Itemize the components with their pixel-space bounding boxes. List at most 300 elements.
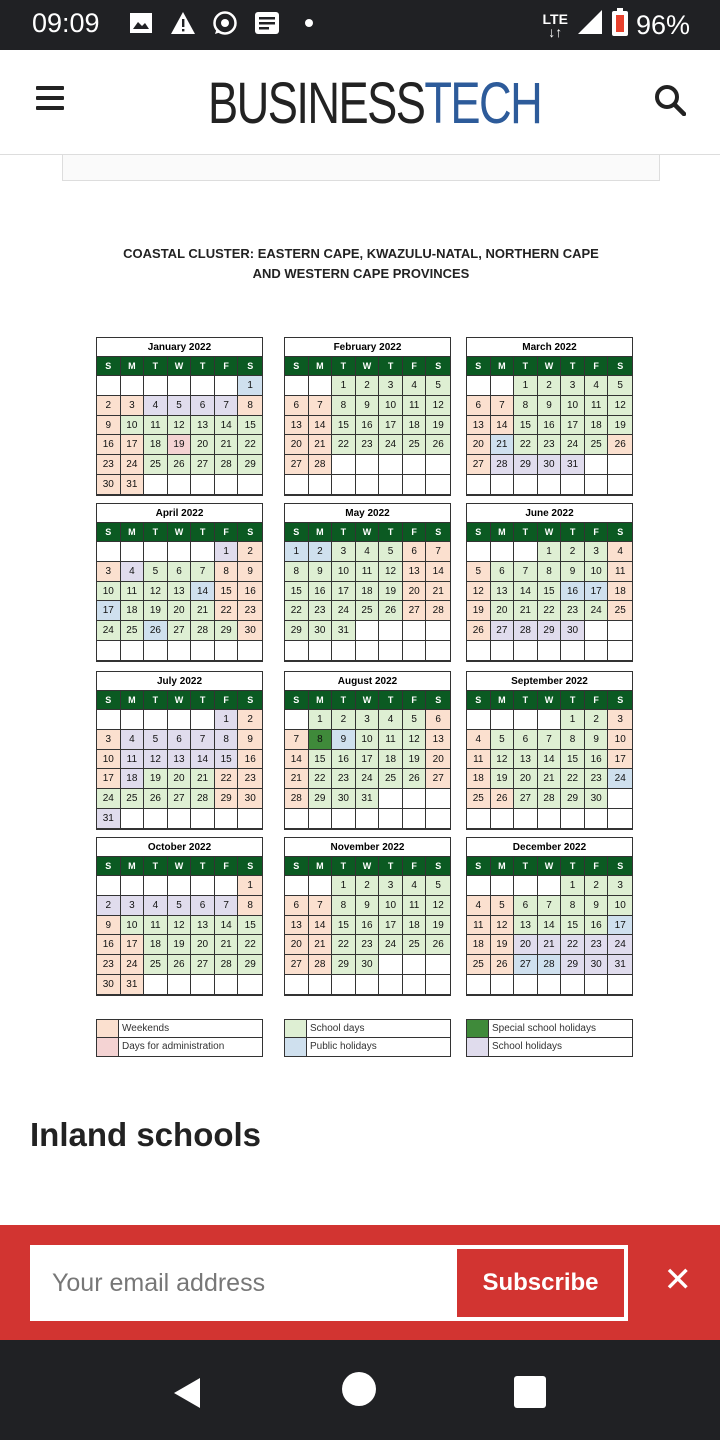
day-cell: 17 <box>608 750 632 770</box>
day-cell: 25 <box>379 769 403 789</box>
image-icon <box>128 10 154 36</box>
day-cell: 9 <box>356 396 380 416</box>
day-cell: 21 <box>426 582 450 602</box>
weekday-header: F <box>215 523 239 542</box>
day-cell: 18 <box>585 416 609 436</box>
day-cell: 26 <box>467 621 491 641</box>
day-cell: 17 <box>121 435 145 455</box>
empty-cell <box>467 975 491 995</box>
day-cell: 21 <box>514 601 538 621</box>
weekday-header: F <box>585 357 609 376</box>
empty-cell <box>356 621 380 641</box>
weekday-header: S <box>285 357 309 376</box>
day-cell: 6 <box>191 396 215 416</box>
day-cell: 6 <box>514 730 538 750</box>
day-cell: 5 <box>467 562 491 582</box>
day-cell: 17 <box>379 416 403 436</box>
empty-cell <box>285 641 309 661</box>
day-cell: 20 <box>285 935 309 955</box>
empty-cell <box>467 809 491 829</box>
day-cell: 3 <box>608 876 632 896</box>
day-cell: 24 <box>585 601 609 621</box>
empty-cell <box>491 542 515 562</box>
legend-swatch <box>467 1020 489 1037</box>
empty-cell <box>285 809 309 829</box>
month-name: January 2022 <box>97 338 262 357</box>
day-cell: 10 <box>379 396 403 416</box>
day-cell: 25 <box>608 601 632 621</box>
day-cell: 14 <box>215 916 239 936</box>
day-cell: 5 <box>144 562 168 582</box>
legend-swatch <box>285 1038 307 1056</box>
month-name: May 2022 <box>285 504 450 523</box>
day-cell: 9 <box>585 896 609 916</box>
day-cell: 16 <box>238 582 262 602</box>
day-cell: 29 <box>285 621 309 641</box>
day-cell: 20 <box>191 435 215 455</box>
weekday-header: T <box>144 523 168 542</box>
email-input[interactable] <box>30 1245 455 1321</box>
day-cell: 18 <box>121 601 145 621</box>
empty-cell <box>403 955 427 975</box>
site-logo[interactable]: BUSINESSTECH <box>208 71 542 136</box>
empty-cell <box>238 641 262 661</box>
day-cell: 6 <box>491 562 515 582</box>
day-cell: 12 <box>379 562 403 582</box>
day-cell: 19 <box>168 435 192 455</box>
day-cell: 13 <box>168 582 192 602</box>
day-cell: 22 <box>538 601 562 621</box>
weekday-header: T <box>379 357 403 376</box>
day-cell: 3 <box>121 896 145 916</box>
day-cell: 26 <box>608 435 632 455</box>
day-cell: 19 <box>426 916 450 936</box>
day-cell: 13 <box>168 750 192 770</box>
search-icon[interactable] <box>654 84 686 116</box>
day-cell: 17 <box>561 416 585 436</box>
empty-cell <box>356 975 380 995</box>
empty-cell <box>585 621 609 641</box>
close-icon[interactable]: ✕ <box>663 1261 692 1299</box>
weekday-header: T <box>379 857 403 876</box>
battery-icon <box>612 8 628 43</box>
weekday-header: W <box>168 857 192 876</box>
recent-apps-icon[interactable] <box>514 1376 546 1408</box>
day-cell: 8 <box>309 730 333 750</box>
day-cell: 11 <box>608 562 632 582</box>
day-cell: 15 <box>332 416 356 436</box>
empty-cell <box>538 475 562 495</box>
day-cell: 23 <box>538 435 562 455</box>
day-cell: 4 <box>121 730 145 750</box>
message-icon <box>254 10 280 36</box>
day-cell: 17 <box>332 582 356 602</box>
month-calendar <box>284 837 451 996</box>
legend-swatch <box>285 1020 307 1037</box>
day-cell: 2 <box>97 396 121 416</box>
day-cell: 16 <box>538 416 562 436</box>
day-cell: 14 <box>426 562 450 582</box>
day-cell: 17 <box>121 935 145 955</box>
day-cell: 10 <box>121 416 145 436</box>
day-cell: 23 <box>97 955 121 975</box>
empty-cell <box>215 641 239 661</box>
month-calendar <box>466 503 633 662</box>
day-cell: 16 <box>356 416 380 436</box>
day-cell: 23 <box>356 435 380 455</box>
battery-percent: 96% <box>635 10 690 40</box>
day-cell: 2 <box>561 542 585 562</box>
weekday-header: W <box>356 691 380 710</box>
day-cell: 25 <box>403 935 427 955</box>
weekday-header: S <box>285 691 309 710</box>
empty-cell <box>121 542 145 562</box>
empty-cell <box>97 376 121 396</box>
weekday-header: T <box>191 523 215 542</box>
back-icon[interactable] <box>172 1376 202 1415</box>
day-cell: 12 <box>426 396 450 416</box>
day-cell: 17 <box>585 582 609 602</box>
day-cell: 18 <box>403 416 427 436</box>
empty-cell <box>467 376 491 396</box>
day-cell: 18 <box>379 750 403 770</box>
weekday-header: F <box>215 857 239 876</box>
empty-cell <box>403 475 427 495</box>
weekday-header: T <box>144 691 168 710</box>
empty-cell <box>144 809 168 829</box>
subscribe-form <box>30 1245 628 1321</box>
day-cell: 11 <box>121 582 145 602</box>
day-cell: 23 <box>97 455 121 475</box>
day-cell: 20 <box>467 435 491 455</box>
month-calendar <box>284 503 451 662</box>
day-cell: 4 <box>403 376 427 396</box>
day-cell: 15 <box>332 916 356 936</box>
empty-cell <box>491 376 515 396</box>
weekday-header: S <box>97 523 121 542</box>
day-cell: 22 <box>309 769 333 789</box>
empty-cell <box>467 710 491 730</box>
day-cell: 28 <box>426 601 450 621</box>
day-cell: 6 <box>191 896 215 916</box>
day-cell: 1 <box>561 710 585 730</box>
day-cell: 13 <box>491 582 515 602</box>
day-cell: 11 <box>467 750 491 770</box>
empty-cell <box>356 809 380 829</box>
day-cell: 24 <box>356 769 380 789</box>
day-cell: 22 <box>561 769 585 789</box>
home-icon[interactable] <box>341 1371 377 1412</box>
weekday-header: W <box>538 357 562 376</box>
month-name: November 2022 <box>285 838 450 857</box>
day-cell: 9 <box>238 562 262 582</box>
day-cell: 8 <box>332 896 356 916</box>
day-cell: 17 <box>608 916 632 936</box>
weekday-header: M <box>491 357 515 376</box>
day-cell: 2 <box>585 876 609 896</box>
empty-cell <box>97 542 121 562</box>
day-cell: 16 <box>97 435 121 455</box>
day-cell: 7 <box>538 896 562 916</box>
weekday-header: W <box>168 357 192 376</box>
day-cell: 5 <box>426 876 450 896</box>
empty-cell <box>467 876 491 896</box>
day-cell: 11 <box>356 562 380 582</box>
empty-cell <box>332 809 356 829</box>
day-cell: 25 <box>121 621 145 641</box>
day-cell: 15 <box>238 916 262 936</box>
empty-cell <box>467 542 491 562</box>
weekday-header: F <box>403 691 427 710</box>
day-cell: 9 <box>97 416 121 436</box>
empty-cell <box>585 475 609 495</box>
legend-label: Public holidays <box>310 1041 377 1052</box>
day-cell: 18 <box>144 435 168 455</box>
day-cell: 1 <box>309 710 333 730</box>
day-cell: 7 <box>491 396 515 416</box>
day-cell: 18 <box>356 582 380 602</box>
day-cell: 8 <box>215 730 239 750</box>
day-cell: 13 <box>467 416 491 436</box>
weekday-header: S <box>426 691 450 710</box>
legend-label: Days for administration <box>122 1041 225 1052</box>
day-cell: 9 <box>585 730 609 750</box>
day-cell: 20 <box>426 750 450 770</box>
day-cell: 8 <box>561 896 585 916</box>
day-cell: 13 <box>514 750 538 770</box>
day-cell: 21 <box>309 935 333 955</box>
day-cell: 14 <box>538 916 562 936</box>
day-cell: 14 <box>514 582 538 602</box>
menu-icon[interactable] <box>36 86 64 110</box>
weekday-header: S <box>426 857 450 876</box>
empty-cell <box>168 710 192 730</box>
empty-cell <box>608 809 632 829</box>
weekday-header: F <box>403 357 427 376</box>
day-cell: 27 <box>191 955 215 975</box>
day-cell: 27 <box>514 789 538 809</box>
day-cell: 23 <box>238 769 262 789</box>
empty-cell <box>332 975 356 995</box>
weekday-header: S <box>608 691 632 710</box>
day-cell: 2 <box>585 710 609 730</box>
day-cell: 28 <box>538 955 562 975</box>
day-cell: 27 <box>168 621 192 641</box>
day-cell: 3 <box>97 562 121 582</box>
weekday-header: S <box>467 357 491 376</box>
day-cell: 29 <box>238 455 262 475</box>
day-cell: 6 <box>285 396 309 416</box>
day-cell: 7 <box>191 730 215 750</box>
day-cell: 10 <box>608 730 632 750</box>
empty-cell <box>561 809 585 829</box>
day-cell: 1 <box>215 542 239 562</box>
day-cell: 26 <box>426 435 450 455</box>
empty-cell <box>467 475 491 495</box>
day-cell: 22 <box>215 769 239 789</box>
empty-cell <box>309 641 333 661</box>
day-cell: 13 <box>403 562 427 582</box>
weekday-header: S <box>97 691 121 710</box>
day-cell: 16 <box>97 935 121 955</box>
empty-cell <box>491 975 515 995</box>
day-cell: 4 <box>585 376 609 396</box>
day-cell: 28 <box>285 789 309 809</box>
empty-cell <box>168 376 192 396</box>
day-cell: 13 <box>191 916 215 936</box>
empty-cell <box>285 475 309 495</box>
month-name: December 2022 <box>467 838 632 857</box>
weekday-header: W <box>538 857 562 876</box>
day-cell: 25 <box>144 955 168 975</box>
day-cell: 1 <box>332 376 356 396</box>
legend-label: School holidays <box>492 1041 563 1052</box>
calendar-title: COASTAL CLUSTER: EASTERN CAPE, KWAZULU-NATAL, NORTHERN CAPE AND WESTERN CAPE PROVINCES <box>123 246 599 281</box>
whatsapp-icon <box>212 10 238 36</box>
month-calendar <box>96 337 263 496</box>
empty-cell <box>514 542 538 562</box>
day-cell: 18 <box>608 582 632 602</box>
empty-cell <box>238 475 262 495</box>
empty-cell <box>561 641 585 661</box>
day-cell: 27 <box>403 601 427 621</box>
empty-cell <box>379 475 403 495</box>
weekday-header: S <box>285 523 309 542</box>
day-cell: 15 <box>238 416 262 436</box>
day-cell: 3 <box>121 396 145 416</box>
weekday-header: F <box>585 523 609 542</box>
weekday-header: W <box>538 523 562 542</box>
day-cell: 8 <box>561 730 585 750</box>
weekday-header: S <box>97 857 121 876</box>
weekday-header: M <box>491 857 515 876</box>
weekday-header: T <box>561 857 585 876</box>
month-calendar <box>466 837 633 996</box>
day-cell: 13 <box>285 416 309 436</box>
day-cell: 23 <box>585 935 609 955</box>
weekday-header: F <box>585 857 609 876</box>
day-cell: 27 <box>491 621 515 641</box>
weekday-header: W <box>356 523 380 542</box>
day-cell: 24 <box>379 435 403 455</box>
weekday-header: S <box>426 523 450 542</box>
weekday-header: T <box>144 857 168 876</box>
day-cell: 29 <box>215 789 239 809</box>
day-cell: 1 <box>561 876 585 896</box>
day-cell: 31 <box>121 475 145 495</box>
day-cell: 22 <box>561 935 585 955</box>
day-cell: 25 <box>121 789 145 809</box>
day-cell: 22 <box>238 935 262 955</box>
day-cell: 16 <box>309 582 333 602</box>
day-cell: 14 <box>538 750 562 770</box>
day-cell: 28 <box>514 621 538 641</box>
day-cell: 30 <box>97 475 121 495</box>
legend-item <box>97 1020 262 1038</box>
day-cell: 17 <box>356 750 380 770</box>
day-cell: 1 <box>238 876 262 896</box>
empty-cell <box>97 876 121 896</box>
empty-cell <box>215 876 239 896</box>
day-cell: 11 <box>403 896 427 916</box>
weekday-header: M <box>121 691 145 710</box>
day-cell: 22 <box>332 935 356 955</box>
empty-cell <box>309 975 333 995</box>
legend-item <box>467 1020 632 1038</box>
day-cell: 13 <box>285 916 309 936</box>
weekday-header: T <box>514 523 538 542</box>
day-cell: 31 <box>356 789 380 809</box>
day-cell: 2 <box>238 710 262 730</box>
day-cell: 20 <box>285 435 309 455</box>
day-cell: 2 <box>356 376 380 396</box>
empty-cell <box>538 975 562 995</box>
day-cell: 21 <box>491 435 515 455</box>
subscribe-button[interactable]: Subscribe <box>457 1249 624 1317</box>
empty-cell <box>426 455 450 475</box>
signal-icon <box>576 8 604 43</box>
month-calendar <box>96 837 263 996</box>
day-cell: 27 <box>285 955 309 975</box>
weekday-header: S <box>467 523 491 542</box>
month-name: June 2022 <box>467 504 632 523</box>
day-cell: 28 <box>191 621 215 641</box>
day-cell: 16 <box>356 916 380 936</box>
day-cell: 16 <box>238 750 262 770</box>
day-cell: 25 <box>356 601 380 621</box>
empty-cell <box>426 475 450 495</box>
legend-item <box>285 1020 450 1038</box>
empty-cell <box>403 789 427 809</box>
day-cell: 3 <box>608 710 632 730</box>
day-cell: 6 <box>285 896 309 916</box>
day-cell: 18 <box>467 769 491 789</box>
empty-cell <box>585 975 609 995</box>
month-name: August 2022 <box>285 672 450 691</box>
day-cell: 10 <box>97 750 121 770</box>
empty-cell <box>285 710 309 730</box>
empty-cell <box>238 809 262 829</box>
empty-cell <box>379 975 403 995</box>
month-name: February 2022 <box>285 338 450 357</box>
empty-cell <box>491 809 515 829</box>
warning-icon <box>170 10 196 36</box>
day-cell: 22 <box>285 601 309 621</box>
day-cell: 7 <box>309 396 333 416</box>
day-cell: 30 <box>585 789 609 809</box>
empty-cell <box>191 641 215 661</box>
day-cell: 9 <box>332 730 356 750</box>
weekday-header: F <box>403 523 427 542</box>
weekday-header: T <box>561 357 585 376</box>
day-cell: 5 <box>403 710 427 730</box>
legend-box <box>466 1019 633 1057</box>
day-cell: 2 <box>238 542 262 562</box>
empty-cell <box>514 975 538 995</box>
day-cell: 4 <box>144 896 168 916</box>
day-cell: 1 <box>285 542 309 562</box>
empty-cell <box>403 641 427 661</box>
empty-cell <box>379 789 403 809</box>
day-cell: 29 <box>215 621 239 641</box>
day-cell: 14 <box>309 416 333 436</box>
weekday-header: M <box>491 523 515 542</box>
empty-cell <box>332 455 356 475</box>
empty-cell <box>97 641 121 661</box>
weekday-header: W <box>168 523 192 542</box>
day-cell: 3 <box>356 710 380 730</box>
day-cell: 28 <box>309 955 333 975</box>
